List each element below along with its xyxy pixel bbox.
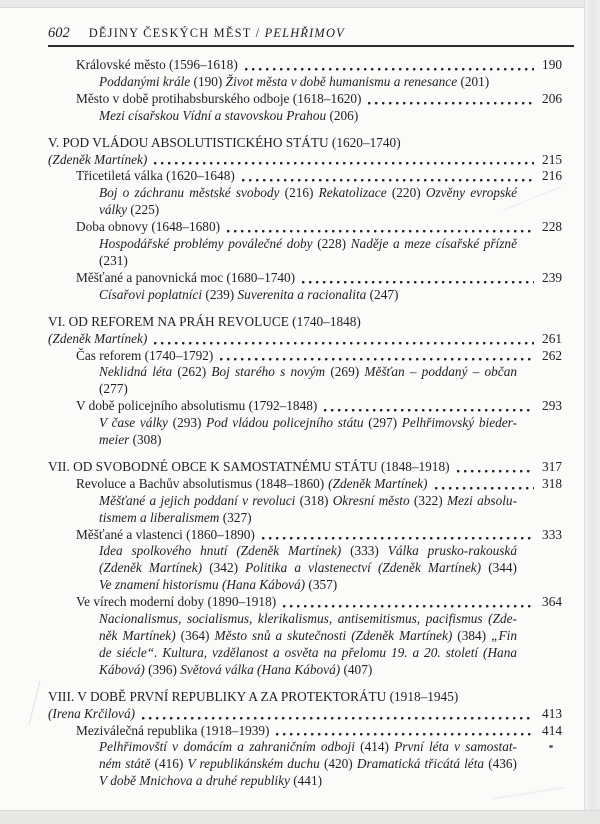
- toc-subtopics: [48, 611, 517, 679]
- toc-entry-title: Měšťané a panovnická moc (1680–1740): [76, 269, 296, 285]
- subtopic-page-ref: (414): [360, 739, 389, 755]
- toc-entry-title: Doba obnovy (1648–1680): [76, 219, 221, 235]
- scan-scratch-artifact: [28, 681, 40, 726]
- dot-leader: [457, 459, 534, 476]
- page-number: 317: [542, 458, 562, 474]
- toc-entry: [48, 57, 562, 74]
- toc-entry-title: VII. OD SVOBODNÉ OBCE K SAMOSTATNÉMU STÁTU (1848–1918): [48, 458, 450, 474]
- subtopic-page-ref: (364): [180, 628, 210, 643]
- subtopic-page-ref: (318): [299, 492, 329, 508]
- subtopic-page-ref: (384): [457, 628, 487, 643]
- folio-page-number: 602: [48, 25, 70, 41]
- subtopic-page-ref: (420): [323, 756, 353, 772]
- toc-subtopic-line: Kábová) (396) Světová válka (Hana Kábová) (407): [99, 661, 373, 677]
- subtopic-page-ref: (206): [329, 107, 359, 123]
- subtopic-page-ref: (216): [284, 185, 314, 201]
- subtopic-page-ref: (357): [308, 577, 338, 593]
- page-number: 262: [542, 347, 562, 363]
- toc-subtopic-line: tismem a liberalismem (327): [99, 509, 252, 525]
- running-header: [48, 25, 574, 42]
- page-number: 239: [542, 269, 562, 285]
- subtopic-page-ref: (277): [99, 381, 128, 397]
- toc-subtopics: [48, 287, 517, 304]
- subtopic-page-ref: (342): [209, 560, 239, 576]
- toc-chapter-heading: [48, 459, 562, 476]
- page-number: 215: [542, 151, 562, 167]
- section-gap: [48, 679, 562, 689]
- subtopic-page-ref: (407): [343, 661, 373, 677]
- toc-entry: [48, 348, 562, 365]
- subtopic-page-ref: (297): [368, 415, 398, 431]
- toc-subtopic-line: Pelhřimovští v domácím a zahraničním odboji (414) První léta v samostat-: [99, 739, 517, 755]
- toc-entry-title: (Zdeněk Martínek): [48, 330, 148, 346]
- toc-subtopic-line: [99, 253, 517, 270]
- toc-author-line: [48, 331, 562, 348]
- dot-leader: [262, 527, 534, 544]
- toc-chapter-heading: [48, 689, 562, 706]
- page-number: 333: [542, 526, 562, 542]
- page-number: 206: [542, 90, 562, 106]
- subtopic-page-ref: (269): [330, 364, 360, 380]
- toc-entry: [48, 270, 562, 287]
- toc-subtopic-line: Poddanými krále (190) Život města v době humanismu a renesance (201): [99, 73, 490, 89]
- scan-edge-top: [0, 0, 600, 8]
- toc-entry: [48, 168, 562, 185]
- toc-chapter-heading: [48, 314, 562, 331]
- toc-subtopics: [48, 74, 517, 91]
- toc-subtopics: [48, 185, 517, 219]
- toc-entry: [48, 398, 562, 415]
- toc-entry: [48, 723, 562, 740]
- page-number: 190: [542, 57, 562, 72]
- toc-subtopic-line: něk Martínek) (364) Město snů a skutečnosti (Zdeněk Martínek) (384) „Fin: [99, 628, 517, 643]
- toc-subtopics: [48, 739, 517, 790]
- toc-entry-title: Ve vírech moderní doby (1890–1918): [76, 594, 277, 610]
- toc-subtopic-line: Ve znamení historismu (Hana Kábová) (357): [99, 577, 338, 593]
- running-header-title: [89, 26, 345, 41]
- dot-leader: [245, 57, 534, 74]
- dot-leader: [324, 398, 534, 415]
- subtopic-page-ref: (231): [99, 252, 128, 268]
- section-gap: [48, 304, 562, 314]
- subtopic-page-ref: (262): [177, 364, 207, 380]
- toc-subtopics: [48, 543, 517, 594]
- dot-leader: [283, 594, 534, 611]
- toc-subtopic-line: Císařovi poplatníci (239) Suverenita a racionalita (247): [99, 286, 399, 302]
- page-number: 228: [542, 219, 562, 235]
- toc-subtopics: [48, 108, 517, 125]
- toc-entry-title: Třicetiletá válka (1620–1648): [76, 168, 235, 184]
- page-number: 261: [542, 330, 562, 346]
- subtopic-page-ref: (416): [154, 756, 184, 772]
- toc-subtopic-line: ném státě (416) V republikánském duchu (420) Dramatická třicátá léta (436): [99, 756, 517, 772]
- dot-leader: [242, 168, 534, 185]
- toc-entry-title: Královské město (1596–1618): [76, 57, 238, 72]
- subtopic-page-ref: (247): [369, 286, 399, 302]
- dot-leader: [276, 723, 534, 740]
- toc-entry-author: (Zdeněk Martínek): [328, 475, 428, 491]
- toc-subtopic-line: války (225): [99, 202, 160, 218]
- toc-entry-title: (Irena Krčilová): [48, 705, 136, 721]
- subtopic-page-ref: (327): [222, 509, 252, 525]
- subtopic-page-ref: (333): [350, 543, 379, 559]
- subtopic-page-ref: (220): [391, 185, 421, 201]
- toc-entry-title: (Zdeněk Martínek): [48, 151, 148, 167]
- subtopic-page-ref: (225): [130, 202, 160, 218]
- toc-subtopic-line: de siécle“. Kultura, vzdělanost a osvěta na přelomu 19. a 20. století (Hana: [99, 644, 517, 660]
- toc-author-line: [48, 706, 562, 723]
- dot-leader: [302, 270, 534, 287]
- subtopic-page-ref: (436): [488, 756, 517, 772]
- title-separator: /: [251, 26, 265, 40]
- dot-leader: [368, 91, 534, 108]
- subtopic-page-ref: (201): [460, 73, 490, 89]
- toc-entry-title: Revoluce a Bachův absolutismus (1848–1860): [76, 475, 325, 491]
- subtopic-page-ref: (239): [205, 286, 235, 302]
- section-gap: [48, 449, 562, 459]
- dot-leader: [220, 348, 534, 365]
- page-number: 413: [542, 705, 562, 721]
- toc-subtopics: [48, 364, 517, 398]
- dot-leader: [142, 706, 534, 723]
- subtopic-page-ref: (441): [293, 773, 323, 789]
- dot-leader: [154, 152, 534, 169]
- toc-author-line: [48, 152, 562, 169]
- toc-entry-title: V době policejního absolutismu (1792–1848): [76, 398, 318, 414]
- toc-entry: [48, 527, 562, 544]
- page-number: 318: [542, 475, 562, 491]
- toc-entry: [48, 594, 562, 611]
- dot-leader: [435, 476, 535, 493]
- page-number: 364: [542, 594, 562, 610]
- toc-entry-title: Město v době protihabsburského odboje (1618–1620): [76, 90, 362, 106]
- toc-entry-title: Čas reforem (1740–1792): [76, 347, 214, 363]
- toc-subtopic-line: (Zdeněk Martínek) (342) Politika a vlastenectví (Zdeněk Martínek) (344): [99, 560, 517, 576]
- toc: [48, 57, 562, 790]
- toc-subtopic-line: Hospodářské problémy poválečné doby (228) Naděje a meze císařské přízně: [99, 236, 517, 252]
- toc-entry: [48, 219, 562, 236]
- subtopic-page-ref: (308): [132, 432, 162, 448]
- toc-subtopic-line: Nacionalismus, socialismus, klerikalismus, antisemitismus, pacifismus (Zde-: [99, 611, 517, 627]
- toc-chapter-heading: [48, 135, 562, 152]
- toc-subtopic-line: meier (308): [99, 432, 162, 448]
- subtopic-page-ref: (322): [413, 492, 443, 508]
- toc-subtopics: [48, 236, 517, 270]
- toc-subtopic-line: Neklidná léta (262) Boj starého s novým (269) Měšťan – poddaný – občan: [99, 364, 518, 380]
- toc-subtopic-line: Idea spolkového hnutí (Zdeněk Martínek) (333) Válka prusko-rakouská: [99, 543, 517, 559]
- page-number: 414: [542, 722, 562, 738]
- subtopic-page-ref: (293): [172, 415, 202, 431]
- subtopic-page-ref: (344): [488, 560, 517, 576]
- toc-subtopic-line: Boj o záchranu městské svobody (216) Rekatolizace (220) Ozvěny evropské: [99, 185, 517, 201]
- page-number: 293: [542, 398, 562, 414]
- toc-subtopic-line: [99, 381, 517, 398]
- toc-entry-title: Meziválečná republika (1918–1939): [76, 722, 270, 738]
- toc-subtopic-line: V době Mnichova a druhé republiky (441): [99, 773, 323, 789]
- page-number: 216: [542, 168, 562, 184]
- volume-title: PELHŘIMOV: [264, 26, 345, 40]
- toc-subtopic-line: Měšťané a jejich poddaní v revoluci (318) Okresní město (322) Mezi absolu-: [99, 492, 517, 508]
- dot-leader: [227, 219, 534, 236]
- subtopic-page-ref: (190): [193, 73, 223, 89]
- book-title: DĚJINY ČESKÝCH MĚST: [88, 26, 252, 40]
- toc-entry-title: VI. OD REFOREM NA PRÁH REVOLUCE (1740–1848): [48, 313, 361, 329]
- toc-subtopic-line: Mezi císařskou Vídní a stavovskou Prahou (206): [99, 107, 359, 123]
- toc-subtopic-line: V čase války (293) Pod vládou policejního státu (297) Pelhřimovský bieder-: [99, 415, 517, 431]
- toc-subtopics: [48, 493, 517, 527]
- dot-leader: [154, 331, 534, 348]
- toc-entry-title: V. POD VLÁDOU ABSOLUTISTICKÉHO STÁTU (1620–1740): [48, 134, 401, 150]
- toc-entry-title: VIII. V DOBĚ PRVNÍ REPUBLIKY A ZA PROTEKTORÁTU (1918–1945): [48, 688, 459, 704]
- toc-subtopics: [48, 415, 517, 449]
- toc-entry: [48, 91, 562, 108]
- header-rule: [48, 45, 574, 47]
- subtopic-page-ref: (396): [148, 661, 177, 677]
- toc-entry-title: Měšťané a vlastenci (1860–1890): [76, 526, 255, 542]
- scan-edge-bottom: [0, 810, 600, 824]
- subtopic-page-ref: (228): [317, 236, 347, 252]
- toc-entry: [48, 476, 562, 493]
- scan-edge-right: [584, 0, 600, 824]
- section-gap: [48, 125, 562, 135]
